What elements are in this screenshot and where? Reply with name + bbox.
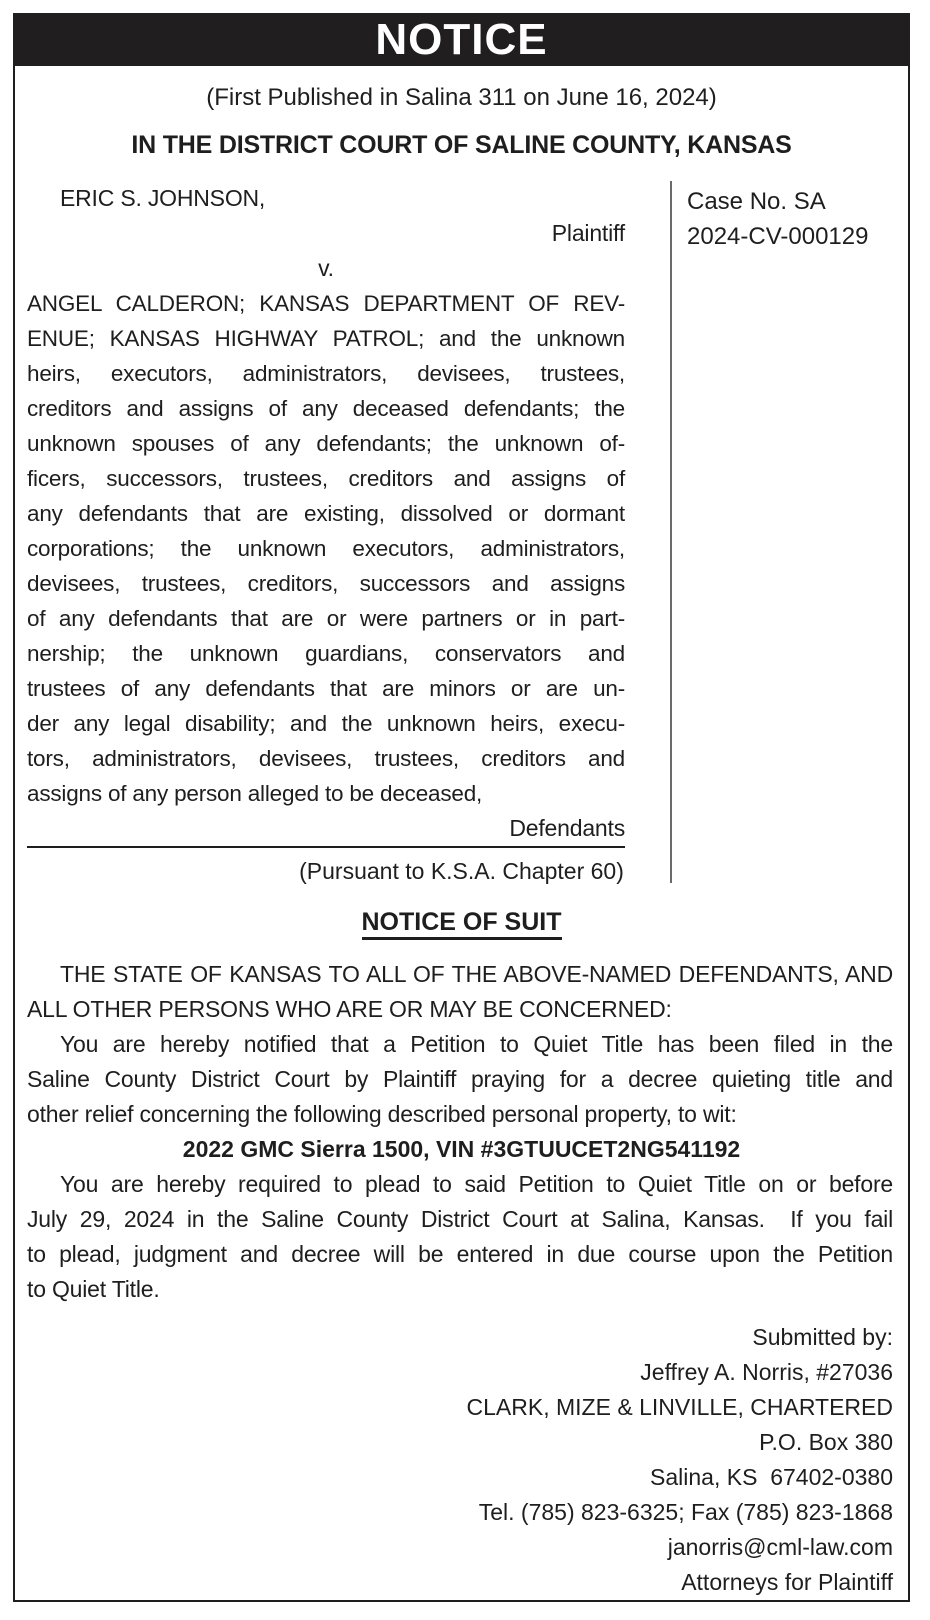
text-line: creditors and assigns of any deceased defendants; the [27,396,625,421]
court-heading: IN THE DISTRICT COURT OF SALINE COUNTY, KANSAS [131,131,792,159]
case-number-line1: Case No. SA [687,188,826,215]
text-line: THE STATE OF KANSAS TO ALL OF THE ABOVE-NAMED DEFENDANTS, AND [60,961,893,987]
caption-left-column [27,181,625,848]
text-line: to Quiet Title. [27,1276,160,1302]
text-line: nership; the unknown guardians, conservators and [27,641,625,666]
text-line: Salina, KS 67402-0380 [650,1464,893,1490]
text-line: ENUE; KANSAS HIGHWAY PATROL; and the unknown [27,326,625,351]
notice-body [13,66,910,1602]
notice-banner [13,13,910,66]
text-line: July 29, 2024 in the Saline County District Court at Salina, Kansas. If you fail [27,1206,893,1232]
text-line: ANGEL CALDERON; KANSAS DEPARTMENT OF REV- [27,291,625,316]
text-line: heirs, executors, administrators, devisees, trustees, [27,361,625,386]
case-caption [15,181,908,848]
caption-divider [670,181,672,883]
versus-line: v. [318,255,334,281]
text-line: any defendants that are existing, dissolved or dormant [27,501,625,526]
text-line: ficers, successors, trustees, creditors and assigns of [27,466,625,491]
text-line: trustees of any defendants that are minors or are un- [27,676,625,701]
text-line: tors, administrators, devisees, trustees, creditors and [27,746,625,771]
caption-rule [27,846,625,848]
text-line: devisees, trustees, creditors, successors and assigns [27,571,625,596]
text-line: other relief concerning the following described personal property, to wit: [27,1101,737,1127]
plaintiff-label: Plaintiff [551,220,625,246]
notice-banner-title: NOTICE [375,14,548,64]
text-line: der any legal disability; and the unknown heirs, execu- [27,711,625,736]
text-line: Attorneys for Plaintiff [681,1569,893,1595]
defendants-label: Defendants [509,815,625,841]
text-line: CLARK, MIZE & LINVILLE, CHARTERED [466,1394,893,1420]
case-number-block [687,184,868,254]
signature-block [15,1320,893,1600]
text-line: Jeffrey A. Norris, #27036 [640,1359,893,1385]
text-line: assigns of any person alleged to be deceased, [27,781,483,806]
paragraph-petition-filed [27,1027,893,1132]
notice-of-suit-heading-text: NOTICE OF SUIT [362,907,562,940]
text-line: Saline County District Court by Plaintiff praying for a decree quieting title and [27,1066,893,1092]
notice-of-suit-heading [15,905,908,940]
text-line: Submitted by: [752,1324,893,1350]
defendants-paragraph [27,286,625,811]
text-line: unknown spouses of any defendants; the unknown of- [27,431,625,456]
plaintiff-name: ERIC S. JOHNSON, [60,185,266,211]
text-line: to plead, judgment and decree will be entered in due course upon the Petition [27,1241,893,1267]
property-description: 2022 GMC Sierra 1500, VIN #3GTUUCET2NG541192 [182,1136,741,1162]
text-line: Tel. (785) 823-6325; Fax (785) 823-1868 [478,1499,893,1525]
case-number-line2: 2024-CV-000129 [687,223,869,250]
text-line: You are hereby required to plead to said Petition to Quiet Title on or before [60,1171,893,1197]
text-line: of any defendants that are or were partners or in part- [27,606,625,631]
paragraph-state-of-kansas [27,957,893,1027]
text-line: janorris@cml-law.com [667,1534,893,1560]
text-line: ALL OTHER PERSONS WHO ARE OR MAY BE CONCERNED: [27,996,672,1022]
text-line: corporations; the unknown executors, administrators, [27,536,625,561]
paragraph-plead-deadline [27,1167,893,1307]
pursuant-line: (Pursuant to K.S.A. Chapter 60) [299,858,624,884]
notice-document [13,13,910,1602]
publication-line: (First Published in Salina 311 on June 16, 2024) [206,84,717,111]
text-line: You are hereby notified that a Petition to Quiet Title has been filed in the [60,1031,893,1057]
text-line: P.O. Box 380 [759,1429,893,1455]
